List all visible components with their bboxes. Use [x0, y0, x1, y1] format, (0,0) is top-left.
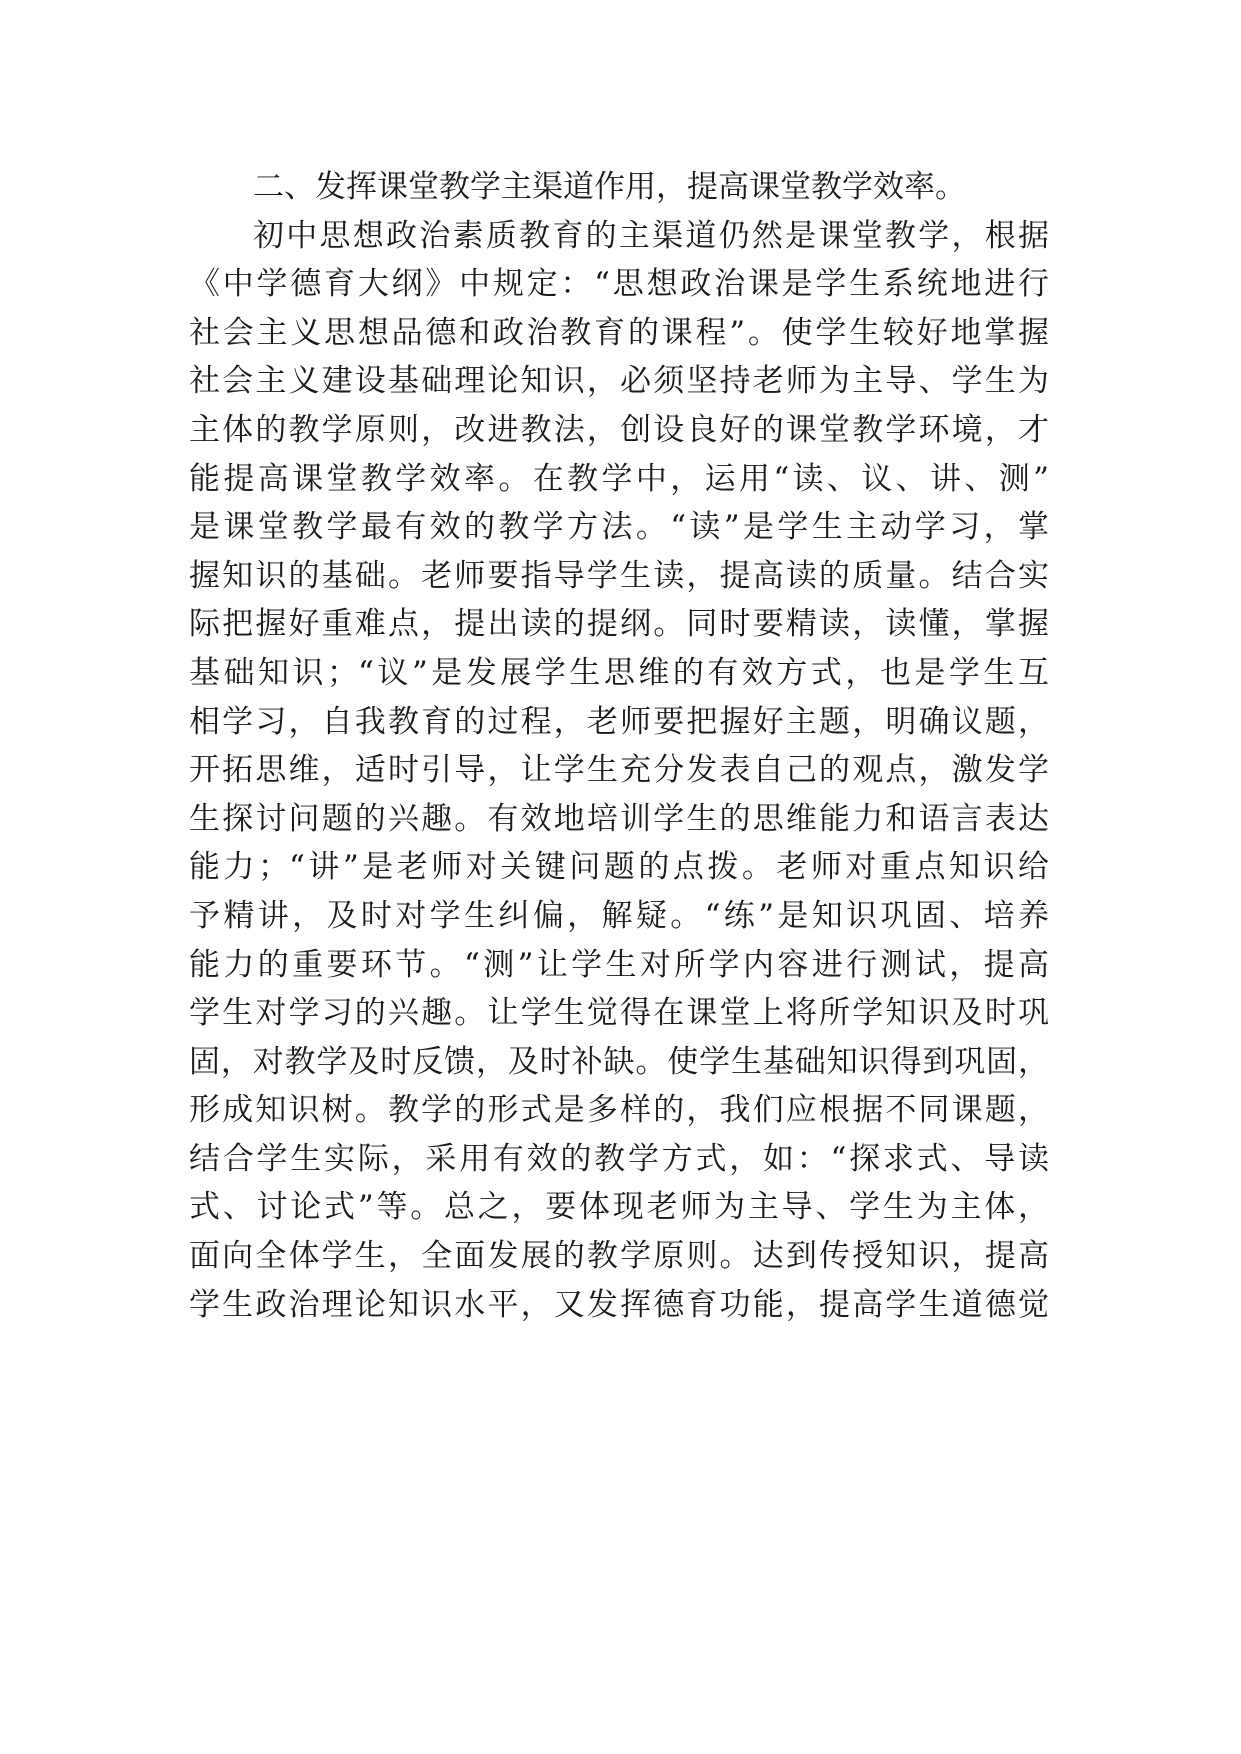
paragraph-line: 固，对教学及时反馈，及时补缺。使学生基础知识得到巩固， — [189, 1043, 1049, 1080]
paragraph-line: 是课堂教学最有效的教学方法。“读”是学生主动学习，掌 — [189, 509, 1049, 546]
section-heading: 二、发挥课堂教学主渠道作用，提高课堂教学效率。 — [253, 169, 966, 205]
paragraph-line: 能提高课堂教学效率。在教学中，运用“读、议、讲、测” — [189, 460, 1049, 497]
paragraph-line: 际把握好重难点，提出读的提纲。同时要精读，读懂，掌握 — [189, 606, 1049, 643]
paragraph-line: 形成知识树。教学的形式是多样的，我们应根据不同课题， — [189, 1092, 1049, 1129]
paragraph-line: 《中学德育大纲》中规定：“思想政治课是学生系统地进行 — [189, 266, 1049, 303]
paragraph-line: 能力；“讲”是老师对关键问题的点拨。老师对重点知识给 — [189, 849, 1049, 886]
paragraph-line: 开拓思维，适时引导，让学生充分发表自己的观点，激发学 — [189, 752, 1049, 789]
body-text — [189, 163, 1049, 1329]
paragraph-line: 社会主义思想品德和政治教育的课程”。使学生较好地掌握 — [189, 314, 1049, 351]
paragraph-line: 生探讨问题的兴趣。有效地培训学生的思维能力和语言表达 — [189, 800, 1049, 837]
paragraph-line: 握知识的基础。老师要指导学生读，提高读的质量。结合实 — [189, 557, 1049, 594]
paragraph-line: 予精讲，及时对学生纠偏，解疑。“练”是知识巩固、培养 — [189, 897, 1049, 934]
paragraph-line: 初中思想政治素质教育的主渠道仍然是课堂教学，根据 — [253, 217, 1049, 254]
paragraph-line: 能力的重要环节。“测”让学生对所学内容进行测试，提高 — [189, 946, 1049, 983]
paragraph-line: 相学习，自我教育的过程，老师要把握好主题，明确议题， — [189, 703, 1049, 740]
paragraph-line: 社会主义建设基础理论知识，必须坚持老师为主导、学生为 — [189, 363, 1049, 400]
paragraph-line: 结合学生实际，采用有效的教学方式，如：“探求式、导读 — [189, 1140, 1049, 1177]
paragraph-line: 学生对学习的兴趣。让学生觉得在课堂上将所学知识及时巩 — [189, 995, 1049, 1032]
paragraph-line: 基础知识；“议”是发展学生思维的有效方式，也是学生互 — [189, 654, 1049, 691]
paragraph-line: 面向全体学生，全面发展的教学原则。达到传授知识，提高 — [189, 1238, 1049, 1275]
paragraph-line: 主体的教学原则，改进教法，创设良好的课堂教学环境，才 — [189, 411, 1049, 448]
paragraph-line: 式、讨论式”等。总之，要体现老师为主导、学生为主体， — [189, 1189, 1049, 1226]
paragraph-line: 学生政治理论知识水平，又发挥德育功能，提高学生道德觉 — [189, 1286, 1049, 1323]
